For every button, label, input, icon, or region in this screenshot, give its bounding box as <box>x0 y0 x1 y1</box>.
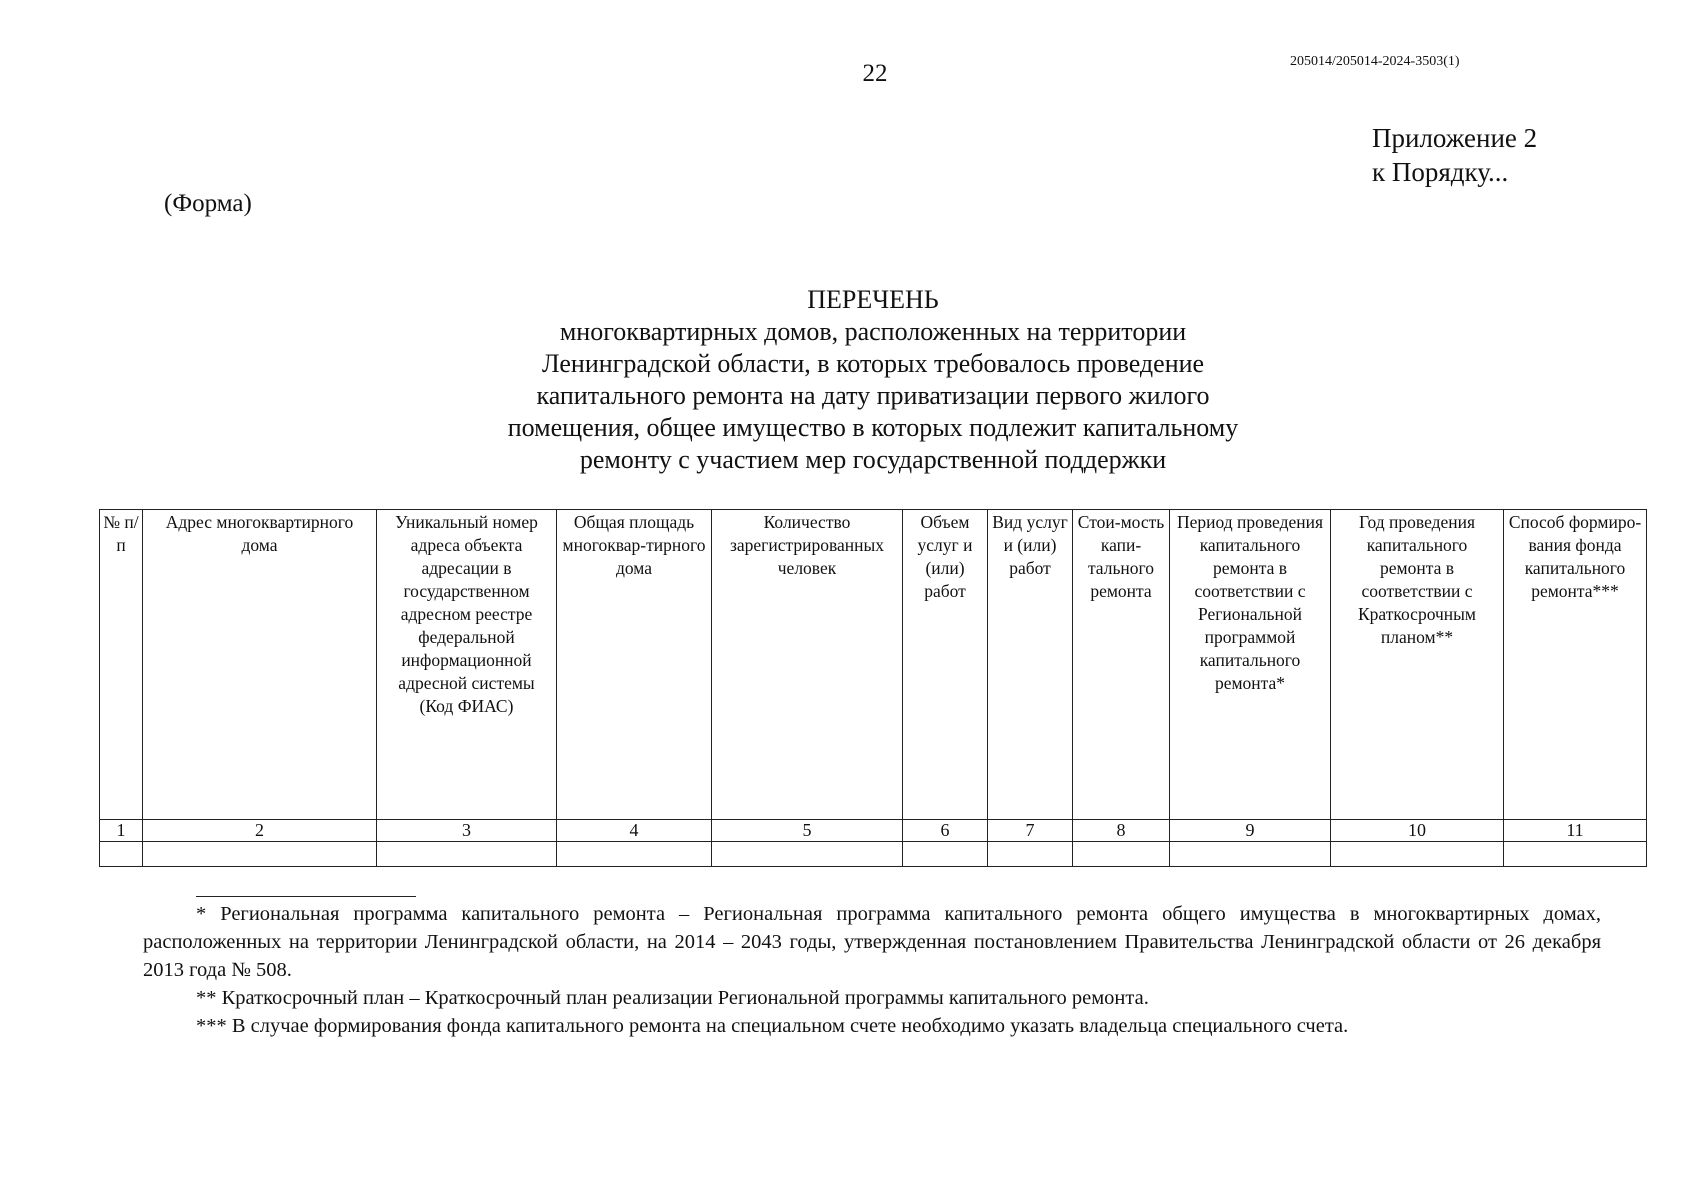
col-number: 7 <box>988 820 1073 842</box>
column-number-row <box>100 820 1647 842</box>
title-line-5: ремонту с участием мер государственной поддержки <box>579 445 1167 474</box>
table-cell <box>1170 842 1331 867</box>
col-number: 10 <box>1331 820 1504 842</box>
document-code: 205014/205014-2024-3503(1) <box>1290 54 1460 69</box>
col-header-cost: Стои-мость капи-тального ремонта <box>1073 510 1170 820</box>
col-number: 9 <box>1170 820 1331 842</box>
footnotes <box>143 900 1601 1040</box>
table-cell <box>1331 842 1504 867</box>
title-line-3: капитального ремонта на дату приватизации первого жилого <box>536 381 1210 410</box>
table-cell <box>377 842 557 867</box>
title-main: ПЕРЕЧЕНЬ <box>807 285 939 314</box>
table-cell <box>712 842 903 867</box>
title-line-4: помещения, общее имущество в которых подлежит капитальному <box>507 413 1239 442</box>
title-line-1: многоквартирных домов, расположенных на территории <box>559 317 1187 346</box>
table-header-row <box>100 510 1647 820</box>
table-cell <box>557 842 712 867</box>
footnote-1: * Региональная программа капитального ремонта – Региональная программа капитального ремонта общего имущества в многоквартирных домах, расположенных на территории Ленинградской области, на 2014 – 2043 годы, утвержденная постановлением Правительства Ленинградской области от 26 декабря 2013 года № 508. <box>143 903 1601 981</box>
appendix-reference <box>1372 121 1537 189</box>
col-number: 3 <box>377 820 557 842</box>
col-header-fias-code: Уникальный номер адреса объекта адресации в государственном адресном реестре федеральной информационной адресной системы (Код ФИАС) <box>377 510 557 820</box>
col-number: 11 <box>1504 820 1647 842</box>
table-cell <box>988 842 1073 867</box>
col-number: 2 <box>143 820 377 842</box>
footnote-separator <box>196 896 416 897</box>
footnote-2: ** Краткосрочный план – Краткосрочный план реализации Региональной программы капитального ремонта. <box>196 987 1149 1009</box>
col-header-fund-method: Способ формиро-вания фонда капитального ремонта*** <box>1504 510 1647 820</box>
col-header-number: № п/п <box>100 510 143 820</box>
col-header-work-type: Вид услуг и (или) работ <box>988 510 1073 820</box>
page-number: 22 <box>862 60 888 87</box>
table-cell <box>143 842 377 867</box>
table-cell <box>1504 842 1647 867</box>
title-line-2: Ленинградской области, в которых требовалось проведение <box>541 349 1205 378</box>
col-header-year: Год проведения капитального ремонта в соответствии с Краткосрочным планом** <box>1331 510 1504 820</box>
appendix-line-1: Приложение 2 <box>1372 123 1538 153</box>
table-row <box>100 842 1647 867</box>
col-number: 6 <box>903 820 988 842</box>
document-title <box>300 284 1446 476</box>
col-number: 4 <box>557 820 712 842</box>
col-header-registered-people: Количество зарегистрированных человек <box>712 510 903 820</box>
appendix-line-2: к Порядку... <box>1372 157 1509 187</box>
col-header-address: Адрес многоквартирного дома <box>143 510 377 820</box>
form-label: (Форма) <box>164 190 252 217</box>
footnote-3: *** В случае формирования фонда капитального ремонта на специальном счете необходимо указать владельца специального счета. <box>196 1015 1349 1037</box>
houses-table <box>99 509 1647 867</box>
table-cell <box>100 842 143 867</box>
table-cell <box>903 842 988 867</box>
col-number: 8 <box>1073 820 1170 842</box>
col-number: 5 <box>712 820 903 842</box>
col-number: 1 <box>100 820 143 842</box>
col-header-volume: Объем услуг и (или) работ <box>903 510 988 820</box>
col-header-total-area: Общая площадь многоквар-тирного дома <box>557 510 712 820</box>
table-cell <box>1073 842 1170 867</box>
col-header-period: Период проведения капитального ремонта в соответствии с Региональной программой капитального ремонта* <box>1170 510 1331 820</box>
